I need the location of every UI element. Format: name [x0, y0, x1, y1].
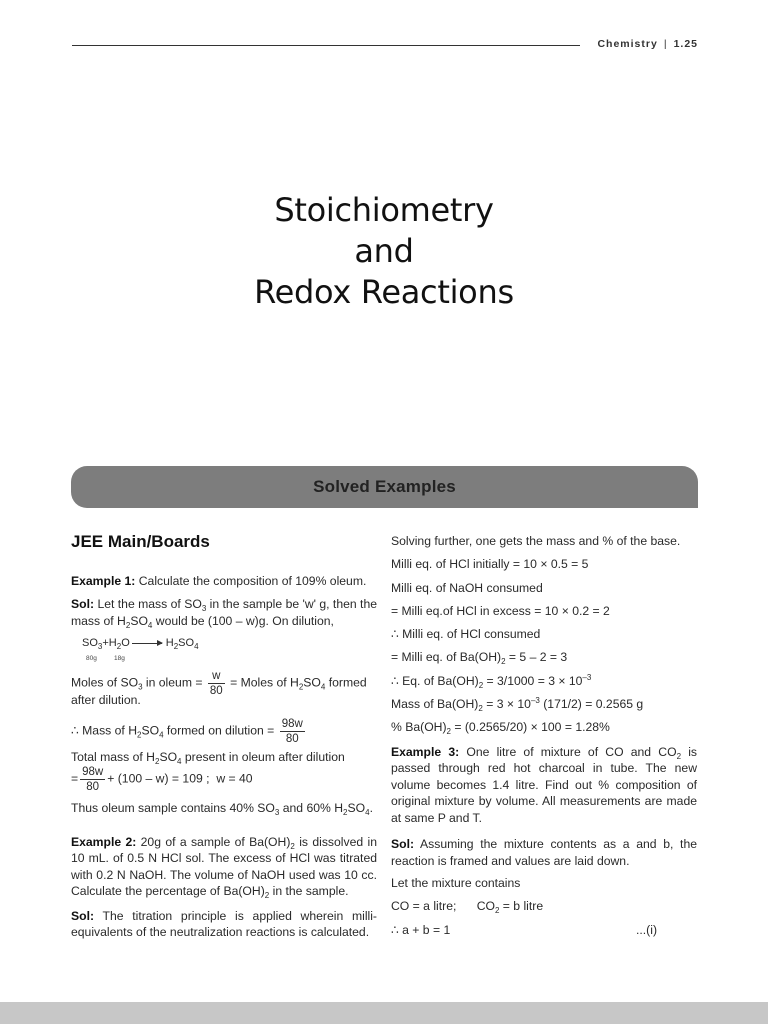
fraction: [80, 765, 105, 794]
line-text: = 3/1000 = 3 × 10: [483, 673, 583, 688]
section-band-label: Solved Examples: [313, 477, 456, 496]
subscript: 4: [147, 620, 153, 630]
moles-line-2: after dilution.: [71, 693, 141, 707]
line-text: (171/2) = 0.2565 g: [539, 697, 644, 712]
subscript: 4: [159, 730, 164, 740]
total-mass-text: SO: [159, 749, 178, 764]
right-line-1: Solving further, one gets the mass and % of the base.: [391, 534, 681, 548]
subscript: 2: [676, 751, 682, 761]
header-text: [597, 38, 698, 50]
solution-3-text: Assuming the mixture contents as a and b, the reaction is framed and values are laid down.: [391, 837, 697, 868]
right-line-6: [391, 646, 697, 669]
total-mass-equation: [71, 765, 377, 794]
composition-text: and 60% H: [279, 801, 344, 815]
right-line-8: [391, 693, 697, 716]
w-value: w = 40: [216, 771, 253, 786]
section-band: [71, 466, 698, 508]
total-mass-result: + (100 – w) = 109 ;: [107, 771, 210, 786]
page-number: 1.25: [673, 38, 698, 50]
subscript: 2: [298, 682, 304, 692]
right-column: [391, 530, 697, 942]
right-line-2: Milli eq. of HCl initially = 10 × 0.5 = 5: [391, 557, 589, 572]
moles-text: formed: [325, 675, 367, 690]
line-text: = b litre: [499, 899, 544, 914]
product-h2so4: SO: [178, 637, 195, 649]
mass-label-so3: 80g: [86, 655, 97, 662]
moles-text: = Moles of H: [230, 675, 299, 690]
subscript: 2: [116, 642, 122, 651]
subscript: 4: [365, 808, 370, 817]
moles-text: SO: [303, 675, 321, 690]
subscript: 2: [125, 620, 131, 630]
example-2: [71, 834, 377, 900]
composition-text: .: [369, 801, 373, 815]
subscript: 2: [501, 657, 506, 667]
subsection-heading: JEE Main/Boards: [71, 532, 210, 551]
subscript: 2: [343, 808, 348, 817]
reaction-arrow: [132, 643, 162, 644]
example-2-text: 20g of a sample of Ba(OH): [136, 834, 291, 849]
solution-3-label: Sol:: [391, 837, 415, 852]
reactant-so3: SO: [82, 637, 98, 649]
left-column: [71, 530, 377, 941]
reactant-h2o: O: [121, 637, 130, 649]
right-line-4: = Milli eq.of HCl in excess = 10 × 0.2 = 2: [391, 603, 610, 618]
chapter-title-line-2: and: [354, 232, 414, 270]
right-line-10: Let the mixture contains: [391, 876, 521, 891]
moles-text: Moles of SO: [71, 675, 139, 690]
denominator: 80: [86, 781, 100, 793]
mass-formed-text: SO: [141, 723, 160, 738]
subscript: 2: [446, 727, 451, 737]
total-mass-text: present in oleum after dilution: [181, 749, 345, 764]
subscript: 2: [478, 704, 483, 714]
reactant-h2o: +H: [102, 637, 117, 649]
line-text: CO: [476, 899, 495, 914]
numerator: 98w: [281, 717, 303, 730]
right-line-5: ∴ Milli eq. of HCl consumed: [391, 627, 541, 642]
superscript: –3: [530, 696, 540, 706]
example-2-text: in the sample.: [269, 884, 349, 898]
subscript: 2: [494, 906, 500, 916]
composition-text: SO: [347, 801, 366, 815]
solution-2-label: Sol:: [71, 908, 95, 923]
total-mass-line: [71, 749, 377, 766]
subscript: 2: [290, 841, 295, 851]
superscript: –3: [582, 672, 592, 682]
example-3: [391, 744, 697, 827]
subscript: 2: [173, 642, 179, 651]
moles-text: in oleum =: [142, 675, 203, 690]
right-line-12: [391, 919, 697, 942]
chapter-title-line-3: Redox Reactions: [254, 273, 514, 311]
line-text: Mass of Ba(OH): [391, 697, 479, 712]
denominator: 80: [285, 732, 299, 745]
solution-3: [391, 836, 697, 869]
solution-1-text: in the sample be 'w' g, then the mass of H: [71, 597, 377, 628]
subscript: 2: [137, 730, 142, 740]
subscript: 4: [177, 756, 182, 766]
total-mass-text: Total mass of H: [71, 749, 155, 764]
mass-label-h2o: 18g: [114, 655, 125, 662]
product-h2so4: H: [165, 637, 174, 649]
chapter-title-line-1: Stoichiometry: [274, 191, 494, 229]
subscript: 4: [194, 642, 199, 651]
running-header: [72, 38, 698, 52]
line-text: = 5 – 2 = 3: [505, 650, 568, 665]
header-separator: |: [663, 38, 668, 50]
solution-1-text: SO: [130, 613, 148, 628]
header-subject: Chemistry: [597, 38, 658, 50]
equals-sign: =: [71, 771, 79, 786]
right-line-7: [391, 670, 697, 693]
equation-tag: ...(i): [636, 922, 657, 937]
example-3-label: Example 3:: [391, 744, 460, 759]
subscript: 3: [201, 604, 207, 613]
reaction-equation: [71, 635, 377, 669]
subscript: 3: [138, 682, 143, 692]
denominator: 80: [209, 685, 223, 697]
example-2-label: Example 2:: [71, 834, 137, 849]
solution-1-text: would be (100 – w)g. On dilution,: [152, 613, 334, 628]
fraction: [208, 669, 225, 698]
mass-formed-equation: [71, 717, 377, 746]
oleum-composition: [71, 800, 377, 817]
chapter-title: [0, 190, 768, 313]
solution-1: [71, 596, 377, 629]
line-text: ∴ Eq. of Ba(OH): [391, 673, 479, 688]
mass-formed-text: ∴ Mass of H: [71, 723, 137, 738]
solution-2-text: The titration principle is applied wherein milli-equivalents of the neutralization reactions is calculated.: [71, 908, 377, 939]
example-2-text: is dissolved in 10 mL. of 0.5 N HCl sol. The excess of HCl was titrated with 0.2 N NaOH. The volume of NaOH used was 10 cc. Calculate the percentage of Ba(OH): [71, 834, 377, 898]
solution-1-label: Sol:: [71, 597, 95, 611]
example-3-text: One litre of mixture of CO and CO: [459, 744, 677, 759]
subscript: 2: [264, 891, 270, 900]
footer-bar: [0, 1002, 768, 1024]
example-1: [71, 573, 377, 590]
numerator: w: [208, 669, 225, 684]
header-rule: [72, 45, 580, 46]
numerator: 98w: [82, 766, 104, 778]
composition-text: Thus oleum sample contains 40% SO: [71, 801, 275, 815]
line-text: = Milli eq. of Ba(OH): [391, 650, 502, 665]
solution-2: [71, 908, 377, 941]
subscript: 3: [97, 642, 103, 651]
mass-formed-text: formed on dilution =: [163, 723, 275, 738]
line-text: CO = a litre;: [391, 899, 457, 914]
subscript: 3: [274, 808, 280, 817]
fraction: [280, 717, 305, 746]
equation-a-plus-b: ∴ a + b = 1: [391, 922, 451, 937]
line-text: = 3 × 10: [482, 697, 531, 712]
right-line-3: Milli eq. of NaOH consumed: [391, 580, 543, 595]
subscript: 4: [320, 682, 326, 692]
subscript: 2: [154, 756, 160, 766]
line-text: % Ba(OH): [391, 720, 447, 735]
right-line-11: [391, 895, 697, 918]
line-text: = (0.2565/20) × 100 = 1.28%: [450, 720, 610, 735]
example-1-label: Example 1:: [71, 573, 136, 588]
right-line-9: [391, 716, 697, 739]
solution-1-text: Let the mass of SO: [97, 597, 202, 611]
subscript: 2: [478, 680, 484, 690]
example-1-text: Calculate the composition of 109% oleum.: [138, 573, 367, 588]
example-3-text: is passed through red hot charcoal in tube. The new volume becomes 1.4 litre. Find out % composition of original mixture by volume. All measurements are made at same P and T.: [391, 744, 698, 825]
